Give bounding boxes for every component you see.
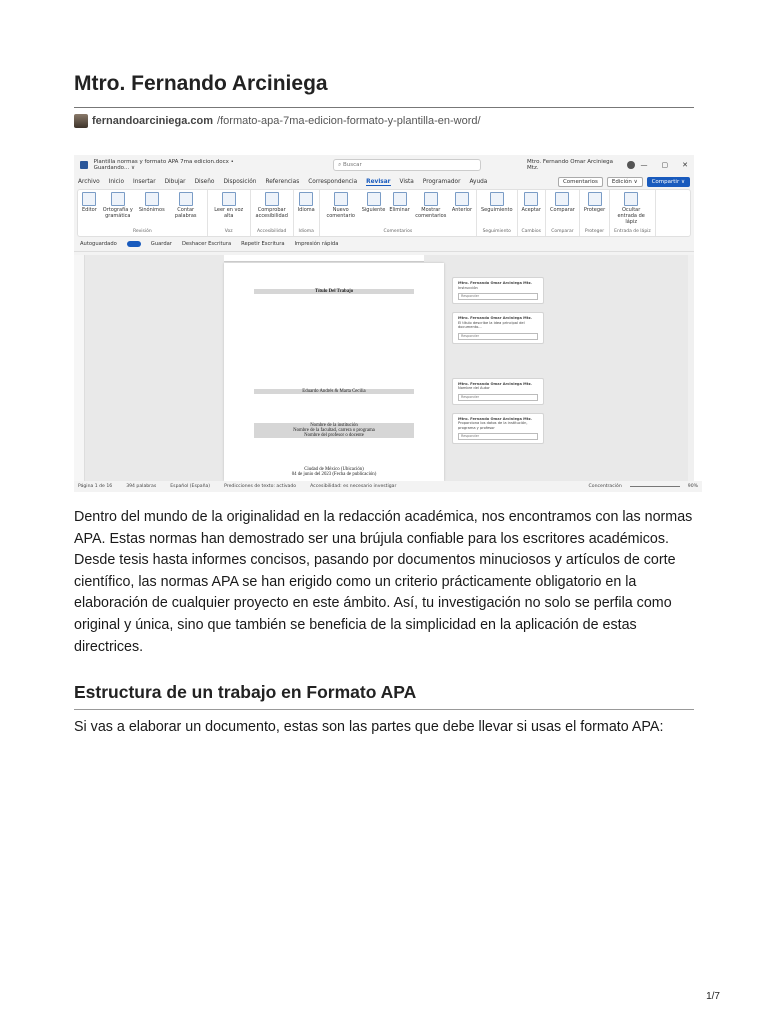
ribbon-group-label: Comparar	[551, 229, 574, 234]
close-button[interactable]: ✕	[682, 161, 688, 169]
doc-institution: Nombre de la institución	[254, 423, 414, 428]
ribbon-button-label: Eliminar	[389, 207, 410, 213]
ribbon-group-label: Idioma	[298, 229, 314, 234]
ribbon-icon	[624, 192, 638, 206]
zoom-level: 90%	[687, 484, 698, 489]
menu-bar	[74, 175, 694, 189]
qat-undo[interactable]: Deshacer Escritura	[181, 241, 232, 247]
ribbon-group-3	[294, 190, 320, 236]
ribbon-icon	[555, 192, 569, 206]
comment-author: Mtro. Fernando Omar Arciniega Mtz.	[458, 281, 532, 285]
autosave-toggle[interactable]	[127, 241, 141, 247]
search-input[interactable]: ⌕ Buscar	[333, 159, 481, 171]
ribbon-button-label: Anterior	[451, 207, 472, 213]
menu-tab-1[interactable]: Inicio	[108, 179, 125, 185]
comment-card[interactable]	[452, 312, 544, 344]
avatar	[627, 161, 635, 169]
page-title: Mtro. Fernando Arciniega	[74, 72, 328, 95]
ribbon-group-0	[78, 190, 208, 236]
ribbon-button[interactable]	[324, 192, 358, 219]
comment-text: El título describe la idea principal del documento...	[458, 320, 525, 329]
menu-tab-9[interactable]: Vista	[399, 179, 414, 185]
ribbon-button-label: Mostrar comentarios	[415, 207, 447, 219]
focus-button[interactable]: Concentración	[588, 484, 622, 489]
menu-tab-6[interactable]: Referencias	[265, 179, 300, 185]
ribbon-group-2	[251, 190, 294, 236]
doc-faculty: Nombre de la facultad, carrera o programa	[254, 428, 414, 433]
comments-pane	[452, 277, 544, 452]
ribbon-icon	[393, 192, 407, 206]
status-accessibility[interactable]: Accesibilidad: es necesario investigar	[310, 484, 397, 489]
ribbon	[77, 189, 691, 237]
ribbon-button-label: Ocultar entrada de lápiz	[617, 207, 645, 225]
ribbon-button-label: Editor	[82, 207, 97, 213]
ribbon-button[interactable]	[169, 192, 203, 219]
ribbon-button[interactable]	[389, 192, 410, 213]
page-number: 1/7	[706, 991, 720, 1002]
qat-save[interactable]: Guardar	[150, 241, 172, 247]
comment-reply-input[interactable]: Responder	[458, 293, 538, 300]
section-paragraph: Si vas a elaborar un documento, estas son las partes que debe llevar si usas el formato APA:	[74, 719, 664, 735]
ribbon-button[interactable]	[550, 192, 575, 213]
ribbon-button-label: Comprobar accesibilidad	[255, 207, 288, 219]
intro-paragraph: Dentro del mundo de la originalidad en la redacción académica, nos encontramos con las normas APA. Estas normas han demostrado ser una brújula confiable para los escritores académicos. Desde tesis hasta informes concisos, pasando por documentos minuciosos y artículos de corte científico, las normas APA se han erigido como un criterio prácticamente obligatorio en la elaboración de cualquier proyecto en este ámbito. Así, tu investigación no solo se perfila como original y única, sino que también se beneficia de la simplicidad en la aplicación de estas directrices.	[74, 509, 693, 655]
doc-authors: Eduardo Andrés & Marta Cecilia	[254, 389, 414, 394]
menu-tab-4[interactable]: Diseño	[194, 179, 215, 185]
ribbon-button[interactable]	[414, 192, 448, 219]
editing-button[interactable]: Edición ∨	[607, 177, 643, 187]
ribbon-button-label: Sinónimos	[138, 207, 165, 213]
comment-card[interactable]	[452, 413, 544, 445]
menu-tab-7[interactable]: Correspondencia	[308, 179, 358, 185]
doc-date: 04 de junio del 2023 (Fecha de publicación)	[291, 472, 377, 477]
ribbon-icon	[367, 192, 381, 206]
menu-tab-11[interactable]: Ayuda	[469, 179, 488, 185]
ribbon-group-label: Comentarios	[383, 229, 413, 234]
window-title: Plantilla normas y formato APA 7ma edicion.docx • Guardando... ∨	[93, 159, 234, 171]
comment-reply-input[interactable]: Responder	[458, 433, 538, 440]
comment-reply-input[interactable]: Responder	[458, 394, 538, 401]
ribbon-button-label: Nuevo comentario	[326, 207, 355, 219]
ribbon-group-label: Entrada de lápiz	[614, 229, 651, 234]
ribbon-group-6	[518, 190, 547, 236]
ribbon-button[interactable]	[452, 192, 472, 213]
ribbon-button-label: Seguimiento	[481, 207, 513, 213]
section-heading: Estructura de un trabajo en Formato APA	[74, 682, 417, 702]
ribbon-group-4	[320, 190, 477, 236]
ribbon-button[interactable]	[298, 192, 315, 213]
doc-city: Ciudad de México (Ubicación)	[304, 467, 364, 472]
comment-author: Mtro. Fernando Omar Arciniega Mtz.	[458, 416, 532, 421]
doc-professor: Nombre del profesor o docente	[254, 433, 414, 438]
source-domain[interactable]: fernandoarciniega.com	[92, 115, 214, 127]
ribbon-group-label: Accesibilidad	[257, 229, 287, 234]
search-placeholder: Buscar	[342, 162, 362, 168]
comments-button[interactable]: Comentarios	[558, 177, 603, 187]
comment-author: Mtro. Fernando Omar Arciniega Mtz.	[458, 316, 532, 320]
ribbon-button-label: Leer en voz alta	[214, 207, 244, 219]
source-path[interactable]: /formato-apa-7ma-edicion-formato-y-plantilla-en-word/	[217, 115, 481, 127]
ribbon-button[interactable]	[522, 192, 541, 213]
word-titlebar	[74, 155, 694, 175]
comment-text: Nombre del Autor	[458, 386, 490, 390]
ribbon-button-label: Comparar	[550, 207, 575, 213]
ribbon-group-8	[580, 190, 610, 236]
ribbon-button[interactable]	[255, 192, 289, 219]
doc-title: Título Del Trabajo	[254, 289, 414, 294]
ribbon-group-label: Revisión	[132, 229, 152, 234]
ribbon-group-1	[208, 190, 251, 236]
horizontal-ruler	[224, 255, 424, 262]
ribbon-icon	[145, 192, 159, 206]
ribbon-button-label: Proteger	[583, 207, 606, 213]
autosave-label: Autoguardado	[80, 241, 117, 247]
ribbon-button[interactable]	[481, 192, 513, 213]
ribbon-button[interactable]	[101, 192, 135, 219]
ribbon-icon	[490, 192, 504, 206]
comment-card[interactable]	[452, 378, 544, 405]
section-rule	[74, 709, 694, 710]
status-bar	[74, 481, 702, 492]
ribbon-icon	[455, 192, 469, 206]
ribbon-button[interactable]	[584, 192, 605, 213]
menu-tab-0[interactable]: Archivo	[78, 179, 100, 185]
comment-text: Instrucción	[458, 285, 478, 290]
menu-tab-5[interactable]: Disposición	[223, 179, 257, 185]
word-screenshot	[74, 155, 698, 492]
qat-redo[interactable]: Repetir Escritura	[241, 241, 285, 247]
ribbon-group-5	[477, 190, 518, 236]
ribbon-icon	[82, 192, 96, 206]
quick-access-toolbar	[74, 237, 694, 252]
ribbon-group-label: Cambios	[521, 229, 542, 234]
ribbon-button[interactable]	[212, 192, 246, 219]
document-page[interactable]	[224, 263, 444, 481]
ribbon-button-label: Idioma	[297, 207, 315, 213]
ribbon-button[interactable]	[614, 192, 648, 225]
status-language[interactable]: Español (España)	[170, 484, 211, 489]
word-app-icon	[80, 161, 88, 169]
comment-author: Mtro. Fernando Omar Arciniega Mtz.	[458, 381, 532, 386]
menu-tab-3[interactable]: Dibujar	[164, 179, 186, 185]
ribbon-button-label: Ortografía y gramática	[102, 207, 133, 219]
ribbon-icon	[424, 192, 438, 206]
ribbon-icon	[334, 192, 348, 206]
ribbon-icon	[299, 192, 313, 206]
ribbon-group-label: Seguimiento	[482, 229, 511, 234]
ribbon-group-label: Proteger	[584, 229, 605, 234]
ribbon-icon	[222, 192, 236, 206]
zoom-slider[interactable]	[630, 486, 680, 487]
ribbon-button-label: Contar palabras	[174, 207, 197, 219]
status-page: Página 1 de 16	[78, 484, 113, 489]
comment-reply-input[interactable]: Responder	[458, 333, 538, 340]
ribbon-icon	[111, 192, 125, 206]
menu-tab-10[interactable]: Programador	[422, 179, 461, 185]
status-words: 394 palabras	[126, 484, 157, 489]
ribbon-button[interactable]	[139, 192, 165, 213]
ribbon-button-label: Aceptar	[521, 207, 541, 213]
comment-card[interactable]	[452, 277, 544, 304]
document-area	[74, 255, 694, 481]
ribbon-button[interactable]	[82, 192, 97, 213]
ribbon-icon	[179, 192, 193, 206]
comment-text: Proporciona los datos de la institución, programa y profesor	[458, 421, 528, 430]
menu-tab-2[interactable]: Insertar	[133, 179, 156, 185]
ribbon-icon	[588, 192, 602, 206]
menu-tab-8[interactable]: Revisar	[366, 178, 391, 185]
title-rule	[74, 107, 694, 108]
qat-print[interactable]: Impresión rápida	[294, 241, 339, 247]
ribbon-icon	[524, 192, 538, 206]
user-name: Mtro. Fernando Omar Arciniega Mtz.	[527, 159, 613, 171]
ribbon-button[interactable]	[362, 192, 386, 213]
vertical-scrollbar[interactable]	[688, 255, 694, 481]
avatar-icon	[74, 114, 88, 128]
maximize-button[interactable]: ▢	[661, 161, 669, 169]
ribbon-button-label: Siguiente	[361, 207, 386, 213]
share-button[interactable]: Compartir ∨	[647, 177, 690, 187]
ribbon-icon	[265, 192, 279, 206]
status-predictions[interactable]: Predicciones de texto: activado	[224, 484, 297, 489]
source-link[interactable]	[74, 114, 481, 128]
minimize-button[interactable]: —	[640, 161, 648, 169]
ribbon-group-7	[546, 190, 580, 236]
window-controls	[641, 161, 689, 169]
ribbon-group-9	[610, 190, 656, 236]
ribbon-group-label: Voz	[224, 229, 233, 234]
vertical-ruler	[74, 255, 85, 481]
